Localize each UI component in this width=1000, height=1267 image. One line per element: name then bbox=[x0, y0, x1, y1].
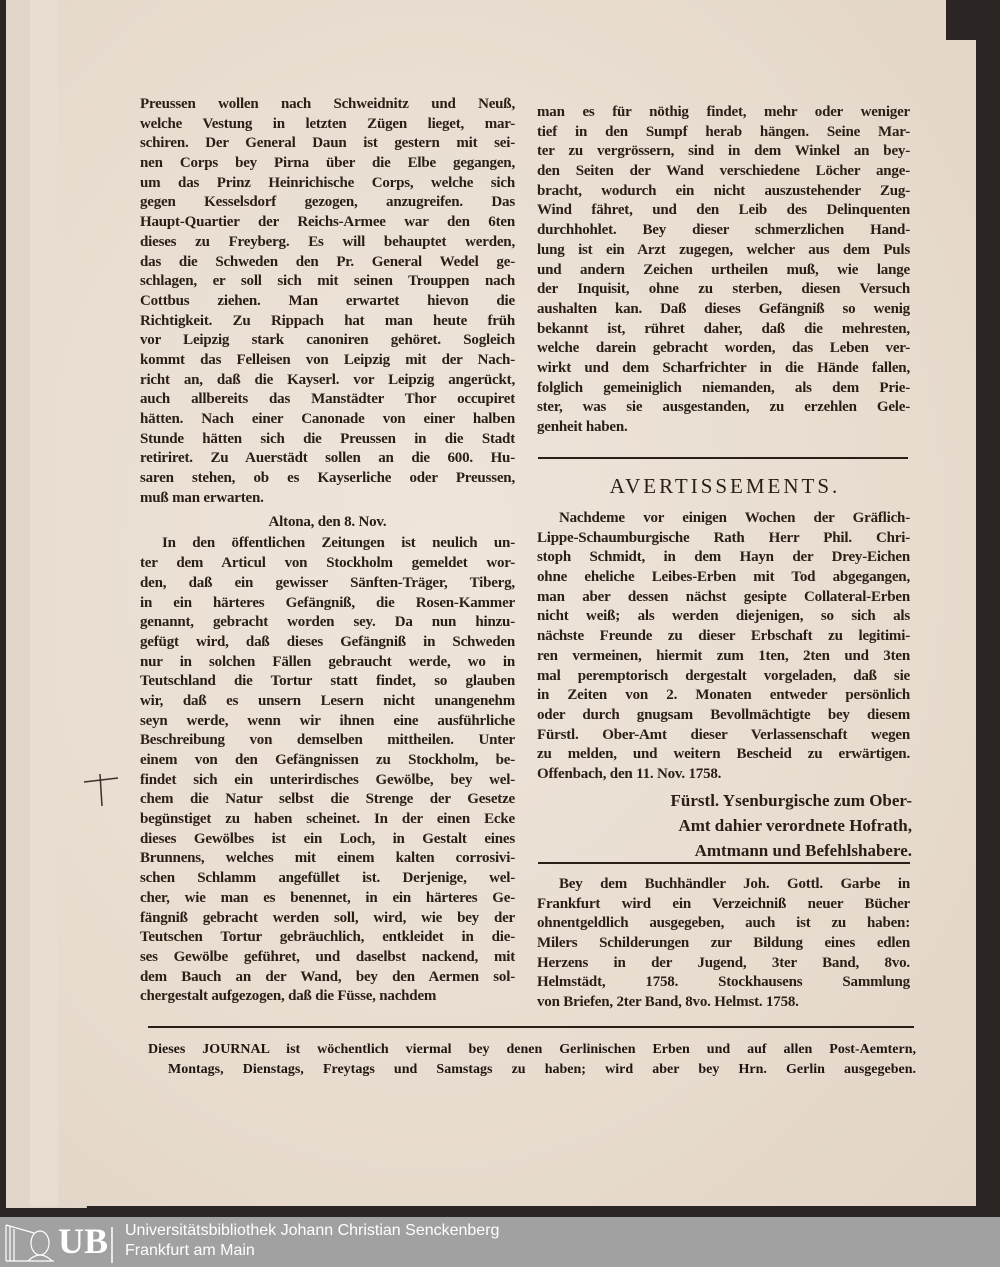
text-line: cher, wie man es benennet, in ein härteres Ge- bbox=[140, 889, 515, 906]
pencil-cross-mark bbox=[82, 770, 122, 810]
dateline-heading: Altona, den 8. Nov. bbox=[268, 514, 387, 531]
text-line: nicht weiß; als werden diejenigen, so sich als bbox=[537, 608, 910, 625]
text-line: saren stehen, ob es Kayserliche oder Preussen, bbox=[140, 470, 515, 487]
text-line: zu melden, und weitern Bescheid zu erwärtigen. bbox=[537, 746, 910, 763]
library-name-line: Universitätsbibliothek Johann Christian Senckenberg bbox=[125, 1222, 500, 1239]
text-line: richt an, daß die Kayserl. vor Leipzig angerückt, bbox=[140, 371, 515, 388]
text-line: auch allbereits das Manstädter Thor occupiret bbox=[140, 391, 515, 408]
right-column-top bbox=[537, 103, 910, 438]
text-line: wir, daß es unsern Lesern nicht unangenehm bbox=[140, 692, 515, 709]
text-line: ter zu vergrössern, sind in dem Winkel an bey- bbox=[537, 143, 910, 160]
notice-paragraph bbox=[537, 875, 910, 1013]
text-line: Bey dem Buchhändler Joh. Gottl. Garbe in bbox=[559, 876, 910, 892]
text-line: Richtigkeit. Zu Rippach hat man heute früh bbox=[140, 312, 515, 329]
text-line: dieses Gewölbes ist ein Loch, in Gestalt eines bbox=[140, 830, 515, 847]
text-line: in Zeiten von 2. Monaten entweder persönlich bbox=[537, 687, 910, 704]
text-line: der Inquisit, ohne zu sterben, diesen Versuch bbox=[537, 281, 910, 298]
notice-inheritance bbox=[537, 509, 910, 785]
text-line: seyn werde, wenn wir ihnen eine ausführliche bbox=[140, 712, 515, 729]
text-line: schlagen, er soll sich mit seinen Trouppen nach bbox=[140, 273, 515, 290]
article-paragraph bbox=[140, 95, 515, 508]
text-line: ster, was sie ausgestanden, zu erzehlen Gele- bbox=[537, 399, 910, 416]
text-line: dem Bauch an der Wand, bey den Aermen sol- bbox=[140, 968, 515, 985]
text-line: das die Schweden den Pr. General Wedel ge- bbox=[140, 253, 515, 270]
text-line: aushalten kan. Daß dieses Gefängniß so wenig bbox=[537, 300, 910, 317]
text-line: Beschreibung von demselben mittheilen. Unter bbox=[140, 732, 515, 749]
text-line: mal peremptorisch dergestalt vorgeladen, daß sie bbox=[537, 667, 910, 684]
text-line: findet sich ein unterirdisches Gewölbe, bey wel- bbox=[140, 771, 515, 788]
text-line: Cottbus ziehen. Man erwartet hievon die bbox=[140, 292, 515, 309]
article-paragraph bbox=[537, 103, 910, 438]
text-line: Nachdeme vor einigen Wochen der Gräflich- bbox=[559, 510, 910, 526]
article-paragraph bbox=[140, 534, 515, 1007]
text-line: Preussen wollen nach Schweidnitz und Neuß, bbox=[140, 96, 515, 112]
text-line: bekannt ist, rühret daher, daß die mehresten, bbox=[537, 320, 910, 337]
text-line: Teutschen Tortur gebräuchlich, entkleidet in die- bbox=[140, 929, 515, 946]
text-line: ohne eheliche Leibes-Erben mit Tod abgegangen, bbox=[537, 569, 910, 586]
text-line: chergestalt aufgezogen, daß die Füsse, nachdem bbox=[140, 988, 437, 1005]
library-city: Frankfurt am Main bbox=[125, 1242, 255, 1259]
notice-signature bbox=[600, 788, 912, 863]
text-line: durchhohlet. Bey dieser schmerzlichen Hand- bbox=[537, 222, 910, 239]
text-line: nächste Freunde zu dieser Erbschaft zu legitimi- bbox=[537, 628, 910, 645]
text-line: dieses zu Freyberg. Es will behauptet werden, bbox=[140, 233, 515, 250]
text-line: genheit haben. bbox=[537, 419, 628, 435]
text-line: wirkt und dem Scharfrichter in die Hände fallen, bbox=[537, 359, 910, 376]
text-line: chem die Natur selbst die Strenge der Gesetze bbox=[140, 791, 515, 808]
text-line: ter dem Articul von Stockholm gemeldet wor- bbox=[140, 555, 515, 572]
text-line: den Seiten der Wand verschiedene Löcher ange- bbox=[537, 163, 910, 180]
text-line: stoph Schmidt, in dem Hayn der Drey-Eichen bbox=[537, 549, 910, 566]
text-line: nen Corps bey Pirna über die Elbe gegangen, bbox=[140, 155, 515, 172]
text-line: ohnentgeldlich ausgegeben, auch ist zu haben: bbox=[537, 915, 910, 932]
library-name bbox=[125, 1221, 499, 1261]
text-line: schiren. Der General Daun ist gestern mit sei- bbox=[140, 135, 515, 152]
notice-bookseller bbox=[537, 875, 910, 1013]
library-logo-text: UB bbox=[58, 1221, 109, 1261]
section-title: AVERTISSEMENTS. bbox=[609, 474, 841, 498]
text-line: bracht, wodurch ein nicht auszustehender Zug- bbox=[537, 182, 910, 199]
text-line: gegen Kesselsdorf gezogen, anzugreifen. Das bbox=[140, 194, 515, 211]
text-line: hätten. Nach einer Canonade von einer halben bbox=[140, 411, 515, 427]
text-line: man es für nöthig findet, mehr oder weniger bbox=[537, 104, 910, 120]
text-line: in ein härteres Gefängniß, die Rosen-Kammer bbox=[140, 594, 515, 611]
section-divider bbox=[538, 862, 910, 864]
text-line: ses Gewölbe geführet, und daselbst nackend, mit bbox=[140, 948, 515, 965]
signature-line: Amt dahier verordnete Hofrath, bbox=[678, 816, 912, 835]
text-line: Wind fähret, und den Leib des Delinquenten bbox=[537, 202, 910, 219]
text-line: Stunde hätten sich die Preussen in die Stadt bbox=[140, 430, 515, 447]
signature-line: Fürstl. Ysenburgische zum Ober- bbox=[670, 791, 912, 810]
text-line: ren vermeinen, hiermit zum 1ten, 2ten und 3ten bbox=[537, 647, 910, 664]
text-line: retiriret. Zu Auerstädt sollen an die 600. Hu- bbox=[140, 450, 515, 467]
text-line: lung ist ein Arzt zugegen, welcher aus dem Puls bbox=[537, 241, 910, 258]
footer-divider bbox=[148, 1026, 914, 1028]
left-column bbox=[140, 95, 515, 1007]
text-line: Fürstl. Ober-Amt dieser Verlassenschaft wegen bbox=[537, 726, 910, 743]
text-line: Offenbach, den 11. Nov. 1758. bbox=[537, 765, 722, 782]
text-line: Brunnens, welches mit einem kalten corrosivi- bbox=[140, 850, 515, 867]
section-divider bbox=[538, 457, 908, 459]
text-line: Teutschland die Tortur statt findet, so glauben bbox=[140, 673, 515, 690]
text-line: den, daß ein gewisser Sänften-Träger, Tiberg, bbox=[140, 574, 515, 591]
text-line: fängniß gebracht werden soll, wird, wie bey der bbox=[140, 909, 515, 926]
publication-notice-line: Montags, Dienstags, Freytags und Samstags zu haben; wird aber bey Hrn. Gerlin ausgegeben. bbox=[168, 1062, 916, 1077]
text-line: muß man erwarten. bbox=[140, 489, 264, 506]
text-line: In den öffentlichen Zeitungen ist neulich un- bbox=[162, 535, 515, 552]
text-line: genannt, gebracht worden sey. Da nun hinzu- bbox=[140, 614, 515, 631]
text-line: von Briefen, 2ter Band, 8vo. Helmst. 1758. bbox=[537, 994, 799, 1011]
signature-line: Amtmann und Befehlshabere. bbox=[694, 841, 912, 860]
publication-notice-line: Dieses JOURNAL ist wöchentlich viermal bey denen Gerlinischen Erben und auf allen Post-Aemtern, bbox=[148, 1042, 916, 1057]
text-line: Haupt-Quartier der Reichs-Armee war den 6ten bbox=[140, 214, 515, 231]
text-line: Herzens in der Jugend, 3ter Band, 8vo. bbox=[537, 954, 910, 971]
text-line: schen Schlamm angefüllet ist. Derjenige, wel- bbox=[140, 870, 515, 887]
text-line: und andern Zeichen urtheilen muß, wie lange bbox=[537, 261, 910, 278]
text-line: welche darein gebracht worden, das Leben ver- bbox=[537, 340, 910, 357]
text-line: welche Vestung in letzten Zügen lieget, mar- bbox=[140, 115, 515, 132]
text-line: einem von den Gefängnissen zu Stockholm, be- bbox=[140, 752, 515, 768]
text-line: folglich gemeiniglich niemanden, als dem Prie- bbox=[537, 379, 910, 396]
text-line: kommt das Felleisen von Leipzig mit der Nach- bbox=[140, 351, 515, 368]
text-line: Lippe-Schaumburgische Rath Herr Phil. Chri- bbox=[537, 529, 910, 546]
text-line: oder durch gnugsam Bevollmächtigte bey diesem bbox=[537, 706, 910, 723]
text-line: um das Prinz Heinrichische Corps, welche sich bbox=[140, 174, 515, 191]
publication-notice bbox=[148, 1040, 916, 1080]
text-line: Milers Schilderungen zur Bildung eines edlen bbox=[537, 935, 910, 952]
text-line: vor Leipzig stark canoniren gehöret. Sogleich bbox=[140, 332, 515, 349]
text-line: gefügt wird, daß dieses Gefängniß in Schweden bbox=[140, 633, 515, 650]
text-line: nur in solchen Fällen gebraucht werde, wo in bbox=[140, 653, 515, 670]
text-line: Helmstädt, 1758. Stockhausens Sammlung bbox=[537, 974, 910, 991]
page-corner bbox=[946, 0, 976, 40]
text-line: man aber dessen nächst gesipte Collateral-Erben bbox=[537, 588, 910, 605]
text-line: tief in den Sumpf herab hängen. Seine Mar- bbox=[537, 123, 910, 140]
library-banner bbox=[0, 1217, 1000, 1267]
notice-paragraph bbox=[537, 509, 910, 785]
text-line: begünstiget zu haben scheinet. In der einen Ecke bbox=[140, 811, 515, 828]
text-line: Frankfurt wird ein Verzeichniß neuer Bücher bbox=[537, 895, 910, 912]
